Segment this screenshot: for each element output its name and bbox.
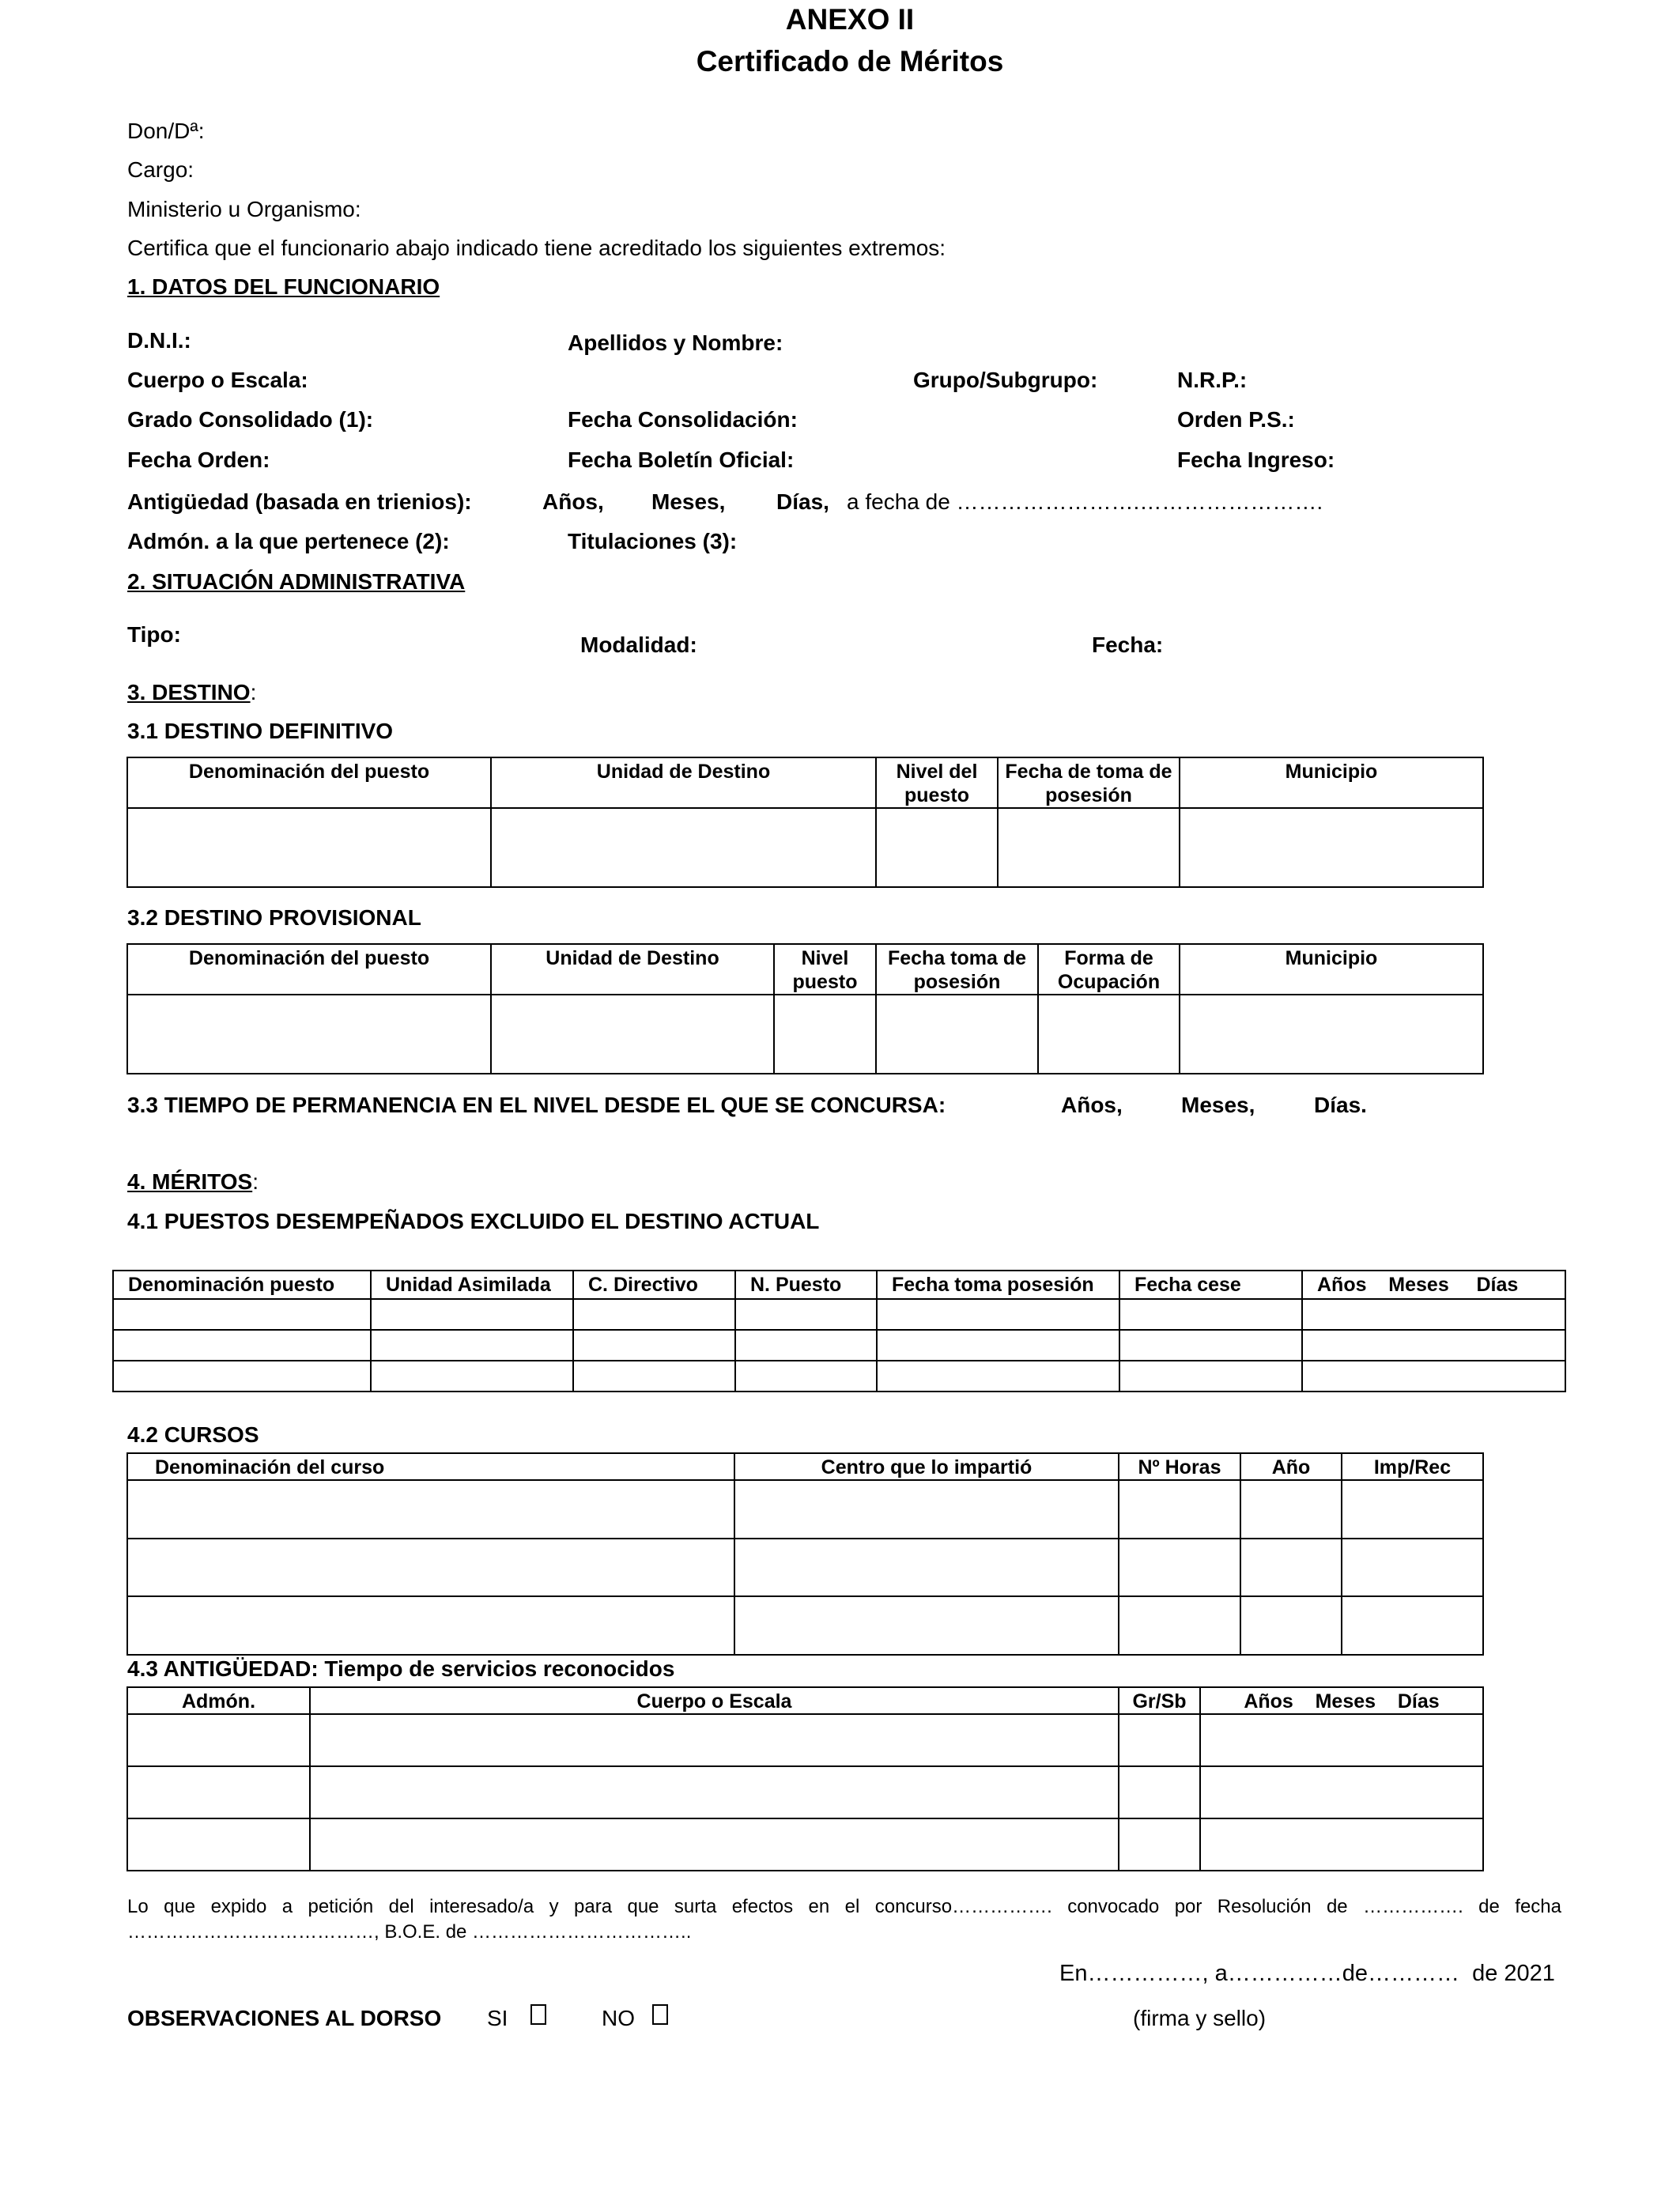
firma-sello-label: (firma y sello) [1133, 2006, 1267, 2030]
page-title: Certificado de Méritos [696, 45, 1004, 77]
grado-label: Grado Consolidado (1): [127, 407, 374, 432]
place-date: En……………, a……………de………… de 2021 [1059, 1961, 1555, 1986]
table-cell[interactable] [310, 1714, 1119, 1766]
permanencia-anos: Años, [1061, 1093, 1123, 1117]
column-header: Municipio [1180, 757, 1483, 808]
table-cell[interactable] [734, 1596, 1119, 1655]
table-header-row [127, 944, 1483, 995]
table-cell[interactable] [1119, 1596, 1240, 1655]
titulaciones-label: Titulaciones (3): [568, 529, 738, 553]
section-3-heading: 3. DESTINO: [127, 680, 257, 704]
column-header: Cuerpo o Escala [310, 1687, 1119, 1714]
nrp-label: N.R.P.: [1177, 368, 1248, 392]
permanencia-label: 3.3 TIEMPO DE PERMANENCIA EN EL NIVEL DESDE EL QUE SE CONCURSA: [127, 1093, 946, 1117]
column-header: Fecha cese [1119, 1271, 1302, 1299]
table-cell[interactable] [1119, 1714, 1200, 1766]
column-header: Años Meses Días [1302, 1271, 1565, 1299]
table-cell[interactable] [1200, 1714, 1483, 1766]
table-cell[interactable] [1119, 1299, 1302, 1330]
table-cell[interactable] [877, 1299, 1119, 1330]
destino-definitivo-heading: 3.1 DESTINO DEFINITIVO [127, 719, 394, 743]
table-cell[interactable] [310, 1818, 1119, 1871]
table-cell[interactable] [1038, 995, 1180, 1074]
permanencia-dias: Días. [1314, 1093, 1367, 1117]
column-header: Municipio [1180, 944, 1483, 995]
table-cell[interactable] [1200, 1766, 1483, 1818]
table-cell[interactable] [1119, 1539, 1240, 1597]
table-cell[interactable] [1119, 1361, 1302, 1392]
closing-text-line-2: …………………………………, B.O.E. de …………………………….. [127, 1921, 692, 1943]
table-row [113, 1361, 1565, 1392]
table-cell[interactable] [877, 1330, 1119, 1361]
table-cell[interactable] [127, 1818, 310, 1871]
si-checkbox[interactable] [530, 2004, 546, 2025]
column-header: Admón. [127, 1687, 310, 1714]
table-row [127, 1818, 1483, 1871]
table-cell[interactable] [877, 1361, 1119, 1392]
column-header: Años Meses Días [1200, 1687, 1483, 1714]
column-header: Unidad de Destino [491, 757, 876, 808]
column-header: Fecha de toma de posesión [998, 757, 1180, 808]
puestos-heading: 4.1 PUESTOS DESEMPEÑADOS EXCLUIDO EL DESTINO ACTUAL [127, 1209, 820, 1233]
column-header: C. Directivo [573, 1271, 735, 1299]
table-row [127, 1714, 1483, 1766]
table-cell[interactable] [127, 995, 491, 1074]
table-cell[interactable] [127, 808, 491, 887]
cuerpo-label: Cuerpo o Escala: [127, 368, 308, 392]
table-row [127, 1539, 1483, 1597]
table-cell[interactable] [774, 995, 876, 1074]
permanencia-meses: Meses, [1181, 1093, 1255, 1117]
don-label: Don/Dª: [127, 119, 205, 143]
table-header-row [113, 1271, 1565, 1299]
table-cell[interactable] [573, 1299, 735, 1330]
antiguedad-dias: Días, [776, 489, 829, 514]
table-row [127, 1596, 1483, 1655]
modalidad-label: Modalidad: [580, 633, 697, 657]
section-4-heading: 4. MÉRITOS: [127, 1169, 259, 1194]
column-header: Año [1240, 1453, 1342, 1480]
table-cell[interactable] [127, 1714, 310, 1766]
no-label: NO [602, 2006, 635, 2030]
table-row [127, 1766, 1483, 1818]
table-cell[interactable] [1302, 1330, 1565, 1361]
cursos-heading: 4.2 CURSOS [127, 1422, 259, 1447]
column-header: Gr/Sb [1119, 1687, 1200, 1714]
table-cell[interactable] [998, 808, 1180, 887]
column-header: Denominación puesto [113, 1271, 371, 1299]
closing-text-line-1: Lo que expido a petición del interesado/a y para que surta efectos en el concurso……………. convocado por Resolución de ……………. de fecha [127, 1896, 1561, 1917]
table-cell[interactable] [371, 1330, 573, 1361]
grupo-label: Grupo/Subgrupo: [913, 368, 1098, 392]
table-cell[interactable] [113, 1361, 371, 1392]
column-header: Nivel puesto [774, 944, 876, 995]
table-cell[interactable] [1302, 1299, 1565, 1330]
table-row [127, 995, 1483, 1074]
cargo-label: Cargo: [127, 157, 194, 182]
antiguedad-fecha: a fecha de …………………….……………………. [847, 489, 1323, 514]
table-cell[interactable] [876, 995, 1038, 1074]
table-header-row [127, 1453, 1483, 1480]
table-cell[interactable] [1180, 995, 1483, 1074]
table-cell[interactable] [491, 808, 876, 887]
table-cell[interactable] [1180, 808, 1483, 887]
apellidos-label: Apellidos y Nombre: [568, 330, 783, 355]
table-cell[interactable] [734, 1539, 1119, 1597]
fecha-boletin-label: Fecha Boletín Oficial: [568, 447, 795, 472]
table-row [113, 1299, 1565, 1330]
admon-label: Admón. a la que pertenece (2): [127, 529, 450, 553]
table-cell[interactable] [371, 1361, 573, 1392]
antiguedad-heading: 4.3 ANTIGÜEDAD: Tiempo de servicios reconocidos [127, 1656, 675, 1681]
table-cell[interactable] [573, 1330, 735, 1361]
si-label: SI [487, 2006, 508, 2030]
destino-provisional-table [126, 943, 1484, 1074]
table-cell[interactable] [127, 1480, 734, 1539]
table-cell[interactable] [734, 1480, 1119, 1539]
table-cell[interactable] [491, 995, 774, 1074]
column-header: Nivel del puesto [876, 757, 998, 808]
table-cell[interactable] [1119, 1330, 1302, 1361]
table-header-row [127, 1687, 1483, 1714]
column-header: Denominación del puesto [127, 944, 491, 995]
certifica-text: Certifica que el funcionario abajo indicado tiene acreditado los siguientes extremos: [127, 236, 946, 260]
column-header: Fecha toma de posesión [876, 944, 1038, 995]
table-cell[interactable] [127, 1539, 734, 1597]
section-2-heading: 2. SITUACIÓN ADMINISTRATIVA [127, 569, 466, 594]
ministerio-label: Ministerio u Organismo: [127, 197, 361, 221]
column-header: Nº Horas [1119, 1453, 1240, 1480]
table-row [127, 1480, 1483, 1539]
table-cell[interactable] [310, 1766, 1119, 1818]
table-cell[interactable] [1342, 1539, 1483, 1597]
antiguedad-label: Antigüedad (basada en trienios): [127, 489, 472, 514]
column-header: Imp/Rec [1342, 1453, 1483, 1480]
table-cell[interactable] [735, 1299, 877, 1330]
annex-title: ANEXO II [785, 3, 915, 36]
antiguedad-meses: Meses, [651, 489, 726, 514]
table-cell[interactable] [1342, 1480, 1483, 1539]
fecha-label: Fecha: [1092, 633, 1164, 657]
destino-provisional-heading: 3.2 DESTINO PROVISIONAL [127, 905, 421, 930]
table-cell[interactable] [573, 1361, 735, 1392]
table-cell[interactable] [127, 1596, 734, 1655]
table-cell[interactable] [113, 1299, 371, 1330]
antiguedad-table [126, 1686, 1484, 1871]
fecha-ingreso-label: Fecha Ingreso: [1177, 447, 1335, 472]
section-1-heading: 1. DATOS DEL FUNCIONARIO [127, 274, 440, 299]
fecha-consolidacion-label: Fecha Consolidación: [568, 407, 798, 432]
table-cell[interactable] [1119, 1766, 1200, 1818]
table-cell[interactable] [1240, 1480, 1342, 1539]
observaciones-label: OBSERVACIONES AL DORSO [127, 2006, 442, 2030]
table-cell[interactable] [1240, 1539, 1342, 1597]
table-cell[interactable] [1342, 1596, 1483, 1655]
no-checkbox[interactable] [652, 2004, 668, 2025]
tipo-label: Tipo: [127, 622, 181, 647]
column-header: Centro que lo impartió [734, 1453, 1119, 1480]
table-row [113, 1330, 1565, 1361]
table-row [127, 808, 1483, 887]
fecha-orden-label: Fecha Orden: [127, 447, 270, 472]
table-cell[interactable] [735, 1361, 877, 1392]
table-cell[interactable] [1200, 1818, 1483, 1871]
table-cell[interactable] [371, 1299, 573, 1330]
column-header: Unidad Asimilada [371, 1271, 573, 1299]
cursos-table [126, 1452, 1484, 1656]
column-header: Fecha toma posesión [877, 1271, 1119, 1299]
table-cell[interactable] [876, 808, 998, 887]
table-cell[interactable] [1119, 1818, 1200, 1871]
table-cell[interactable] [1119, 1480, 1240, 1539]
table-header-row [127, 757, 1483, 808]
table-cell[interactable] [1302, 1361, 1565, 1392]
table-cell[interactable] [1240, 1596, 1342, 1655]
column-header: N. Puesto [735, 1271, 877, 1299]
column-header: Denominación del curso [127, 1453, 734, 1480]
column-header: Forma de Ocupación [1038, 944, 1180, 995]
destino-definitivo-table [126, 757, 1484, 888]
table-cell[interactable] [735, 1330, 877, 1361]
column-header: Denominación del puesto [127, 757, 491, 808]
orden-ps-label: Orden P.S.: [1177, 407, 1295, 432]
puestos-table [112, 1270, 1566, 1392]
antiguedad-anos: Años, [542, 489, 604, 514]
table-cell[interactable] [113, 1330, 371, 1361]
dni-label: D.N.I.: [127, 328, 191, 353]
table-cell[interactable] [127, 1766, 310, 1818]
column-header: Unidad de Destino [491, 944, 774, 995]
